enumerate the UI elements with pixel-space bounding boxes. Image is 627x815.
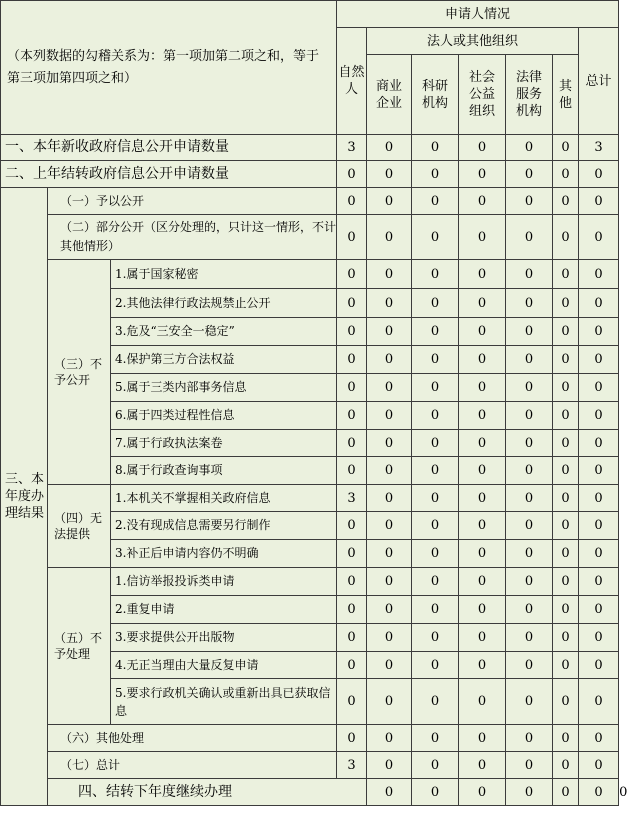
cell-value: 0 [579, 679, 619, 725]
cell-value: 0 [506, 346, 553, 374]
research-header: 科研机构 [412, 55, 459, 135]
cell-value: 0 [412, 624, 459, 652]
row-label: 2.重复申请 [111, 596, 337, 624]
header-row-1 [1, 1, 619, 28]
cell-value: 0 [579, 725, 619, 752]
cell-value: 0 [459, 457, 506, 485]
cell-value: 0 [412, 596, 459, 624]
cell-value: 0 [337, 512, 367, 540]
cell-value: 0 [367, 596, 412, 624]
cell-value: 0 [337, 568, 367, 596]
cell-value: 0 [579, 779, 619, 806]
cell-value: 0 [579, 568, 619, 596]
cell-value: 0 [553, 260, 579, 289]
cell-value: 0 [412, 188, 459, 215]
withhold-group-label: （三）不予公开 [48, 260, 111, 485]
cell-value: 3 [337, 485, 367, 512]
cell-value: 0 [553, 779, 579, 806]
row-label: （一）予以公开 [48, 188, 337, 215]
row-label: 1.本机关不掌握相关政府信息 [111, 485, 337, 512]
cell-value: 0 [412, 161, 459, 188]
cell-value: 0 [579, 596, 619, 624]
cell-value: 0 [579, 624, 619, 652]
cell-value: 0 [553, 402, 579, 430]
row-label: （二）部分公开（区分处理的，只计这一情形，不计其他情形） [48, 215, 337, 260]
row-label: 4.无正当理由大量反复申请 [111, 652, 337, 679]
cell-value: 0 [337, 161, 367, 188]
cell-value: 0 [553, 346, 579, 374]
cell-value: 3 [579, 135, 619, 161]
cell-value: 0 [553, 318, 579, 346]
cell-value: 0 [553, 725, 579, 752]
cell-value: 0 [579, 161, 619, 188]
cell-value: 0 [579, 215, 619, 260]
cell-value: 0 [412, 318, 459, 346]
row-label: 2.没有现成信息需要另行制作 [111, 512, 337, 540]
cell-value: 0 [412, 752, 459, 779]
row-label: 四、结转下年度继续办理 [48, 779, 367, 806]
cell-value: 0 [579, 188, 619, 215]
cell-value: 0 [506, 652, 553, 679]
cell-value: 0 [367, 346, 412, 374]
cell-value: 0 [367, 512, 412, 540]
legal-service-header: 法律服务机构 [506, 55, 553, 135]
cell-value: 0 [412, 779, 459, 806]
cell-value: 0 [337, 652, 367, 679]
cell-value: 0 [367, 289, 412, 318]
cell-value: 0 [412, 725, 459, 752]
cell-value: 0 [506, 161, 553, 188]
cell-value: 0 [506, 457, 553, 485]
cell-value: 0 [506, 779, 553, 806]
cell-value: 0 [553, 161, 579, 188]
cell-value: 0 [579, 485, 619, 512]
row-label: 一、本年新收政府信息公开申请数量 [1, 135, 337, 161]
cell-value: 0 [459, 188, 506, 215]
row-label: 3.危及“三安全一稳定” [111, 318, 337, 346]
cell-value: 0 [506, 260, 553, 289]
cell-value: 0 [506, 540, 553, 568]
cell-value: 0 [337, 374, 367, 402]
cell-value: 0 [553, 540, 579, 568]
unable-group-label: （四）无法提供 [48, 485, 111, 568]
cell-value: 0 [367, 725, 412, 752]
cell-value: 0 [412, 402, 459, 430]
cell-value: 0 [412, 540, 459, 568]
relation-note: （本列数据的勾稽关系为：第一项加第二项之和，等于第三项加第四项之和） [1, 1, 337, 135]
cell-value: 0 [459, 596, 506, 624]
cell-value: 0 [412, 289, 459, 318]
cell-value: 0 [506, 215, 553, 260]
cell-value: 0 [553, 457, 579, 485]
cell-value: 0 [367, 374, 412, 402]
cell-value: 0 [367, 752, 412, 779]
cell-value: 0 [579, 430, 619, 457]
cell-value: 0 [506, 725, 553, 752]
business-header: 商业企业 [367, 55, 412, 135]
cell-value: 0 [367, 135, 412, 161]
cell-value: 0 [412, 430, 459, 457]
cell-value: 0 [459, 135, 506, 161]
cell-value: 3 [337, 135, 367, 161]
cell-value: 0 [412, 652, 459, 679]
cell-value: 0 [459, 624, 506, 652]
cell-value: 0 [337, 679, 367, 725]
row-label: 二、上年结转政府信息公开申请数量 [1, 161, 337, 188]
cell-value: 0 [553, 135, 579, 161]
cell-value: 0 [506, 430, 553, 457]
cell-value: 0 [459, 289, 506, 318]
cell-value: 0 [459, 430, 506, 457]
cell-value: 0 [459, 679, 506, 725]
cell-value: 0 [553, 374, 579, 402]
table-row: 四、结转下年度继续办理 0 0 0 0 0 0 0 [1, 779, 619, 806]
cell-value: 0 [337, 260, 367, 289]
cell-value: 0 [553, 188, 579, 215]
cell-value: 0 [553, 512, 579, 540]
cell-value: 0 [412, 457, 459, 485]
cell-value: 0 [553, 485, 579, 512]
cell-value: 0 [337, 215, 367, 260]
table-row [1, 260, 619, 289]
cell-value: 0 [506, 188, 553, 215]
cell-value: 0 [412, 346, 459, 374]
cell-value: 0 [367, 624, 412, 652]
cell-value: 0 [459, 346, 506, 374]
cell-value: 0 [459, 779, 506, 806]
cell-value: 0 [412, 485, 459, 512]
cell-value: 0 [579, 540, 619, 568]
cell-value: 0 [367, 485, 412, 512]
cell-value: 0 [579, 374, 619, 402]
row-label: 5.属于三类内部事务信息 [111, 374, 337, 402]
cell-value: 0 [367, 430, 412, 457]
cell-value: 0 [367, 568, 412, 596]
table-row [1, 215, 619, 260]
cell-value: 0 [412, 512, 459, 540]
cell-value: 0 [459, 540, 506, 568]
not-process-group-label: （五）不予处理 [48, 568, 111, 725]
cell-value: 0 [459, 512, 506, 540]
cell-value: 0 [367, 318, 412, 346]
cell-value: 0 [579, 752, 619, 779]
cell-value: 0 [367, 779, 412, 806]
cell-value: 0 [579, 289, 619, 318]
cell-value: 0 [459, 725, 506, 752]
cell-value: 0 [459, 402, 506, 430]
cell-value: 0 [553, 752, 579, 779]
cell-value: 0 [506, 318, 553, 346]
cell-value: 0 [412, 260, 459, 289]
cell-value: 0 [579, 402, 619, 430]
row-label: 3.要求提供公开出版物 [111, 624, 337, 652]
cell-value: 0 [412, 374, 459, 402]
row-label: （七）总计 [48, 752, 337, 779]
row-label: 3.补正后申请内容仍不明确 [111, 540, 337, 568]
cell-value: 0 [412, 135, 459, 161]
section-three-label: 三、本年度办理结果 [1, 188, 48, 806]
cell-value: 0 [459, 215, 506, 260]
cell-value: 0 [506, 568, 553, 596]
cell-value: 0 [412, 679, 459, 725]
cell-value: 0 [579, 260, 619, 289]
cell-value: 0 [337, 346, 367, 374]
row-label: 2.其他法律行政法规禁止公开 [111, 289, 337, 318]
cell-value: 0 [337, 624, 367, 652]
cell-value: 0 [459, 568, 506, 596]
cell-value: 0 [459, 318, 506, 346]
cell-value: 0 [367, 540, 412, 568]
row-label: 5.要求行政机关确认或重新出具已获取信息 [111, 679, 337, 725]
cell-value: 0 [506, 624, 553, 652]
row-label: （六）其他处理 [48, 725, 337, 752]
table-row [1, 188, 619, 215]
cell-value: 0 [367, 188, 412, 215]
row-label: 4.保护第三方合法权益 [111, 346, 337, 374]
cell-value: 0 [506, 512, 553, 540]
cell-value: 0 [337, 289, 367, 318]
cell-value: 0 [506, 752, 553, 779]
cell-value: 0 [337, 725, 367, 752]
cell-value: 0 [579, 652, 619, 679]
social-welfare-header: 社会公益组织 [459, 55, 506, 135]
cell-value: 3 [337, 752, 367, 779]
cell-value: 0 [367, 402, 412, 430]
cell-value: 0 [553, 568, 579, 596]
cell-value: 0 [367, 679, 412, 725]
cell-value: 0 [459, 161, 506, 188]
cell-value: 0 [367, 260, 412, 289]
cell-value: 0 [367, 215, 412, 260]
cell-value: 0 [337, 430, 367, 457]
table-row [1, 161, 619, 188]
row-label: 7.属于行政执法案卷 [111, 430, 337, 457]
cell-value: 0 [367, 457, 412, 485]
cell-value: 0 [506, 289, 553, 318]
cell-value: 0 [459, 260, 506, 289]
cell-value: 0 [553, 596, 579, 624]
cell-value: 0 [506, 402, 553, 430]
cell-value: 0 [337, 596, 367, 624]
cell-value: 0 [506, 485, 553, 512]
cell-value: 0 [579, 512, 619, 540]
cell-value: 0 [412, 215, 459, 260]
cell-value: 0 [553, 215, 579, 260]
cell-value: 0 [553, 679, 579, 725]
row-label: 1.属于国家秘密 [111, 260, 337, 289]
cell-value: 0 [459, 374, 506, 402]
cell-value: 0 [506, 135, 553, 161]
cell-value: 0 [506, 596, 553, 624]
cell-value: 0 [337, 457, 367, 485]
cell-value: 0 [337, 318, 367, 346]
table-row [1, 568, 619, 596]
cell-value: 0 [579, 318, 619, 346]
cell-value: 0 [506, 374, 553, 402]
cell-value: 0 [337, 540, 367, 568]
cell-value: 0 [506, 679, 553, 725]
row-label: 8.属于行政查询事项 [111, 457, 337, 485]
cell-value: 0 [553, 652, 579, 679]
cell-value: 0 [553, 430, 579, 457]
cell-value: 0 [367, 652, 412, 679]
cell-value: 0 [459, 485, 506, 512]
cell-value: 0 [579, 346, 619, 374]
table-row [1, 485, 619, 512]
table-row [1, 135, 619, 161]
cell-value: 0 [553, 289, 579, 318]
cell-value: 0 [459, 752, 506, 779]
applicant-situation-header: 申请人情况 [337, 1, 619, 28]
cell-value: 0 [412, 568, 459, 596]
cell-value: 0 [367, 161, 412, 188]
cell-value: 0 [337, 402, 367, 430]
natural-person-header: 自然人 [337, 28, 367, 135]
row-label: 6.属于四类过程性信息 [111, 402, 337, 430]
cell-value: 0 [459, 652, 506, 679]
row-label: 1.信访举报投诉类申请 [111, 568, 337, 596]
cell-value: 0 [553, 624, 579, 652]
table-row [1, 752, 619, 779]
table-row [1, 725, 619, 752]
legal-persons-header: 法人或其他组织 [367, 28, 579, 55]
cell-value: 0 [337, 188, 367, 215]
other-header: 其他 [553, 55, 579, 135]
total-header: 总计 [579, 28, 619, 135]
cell-value: 0 [579, 457, 619, 485]
